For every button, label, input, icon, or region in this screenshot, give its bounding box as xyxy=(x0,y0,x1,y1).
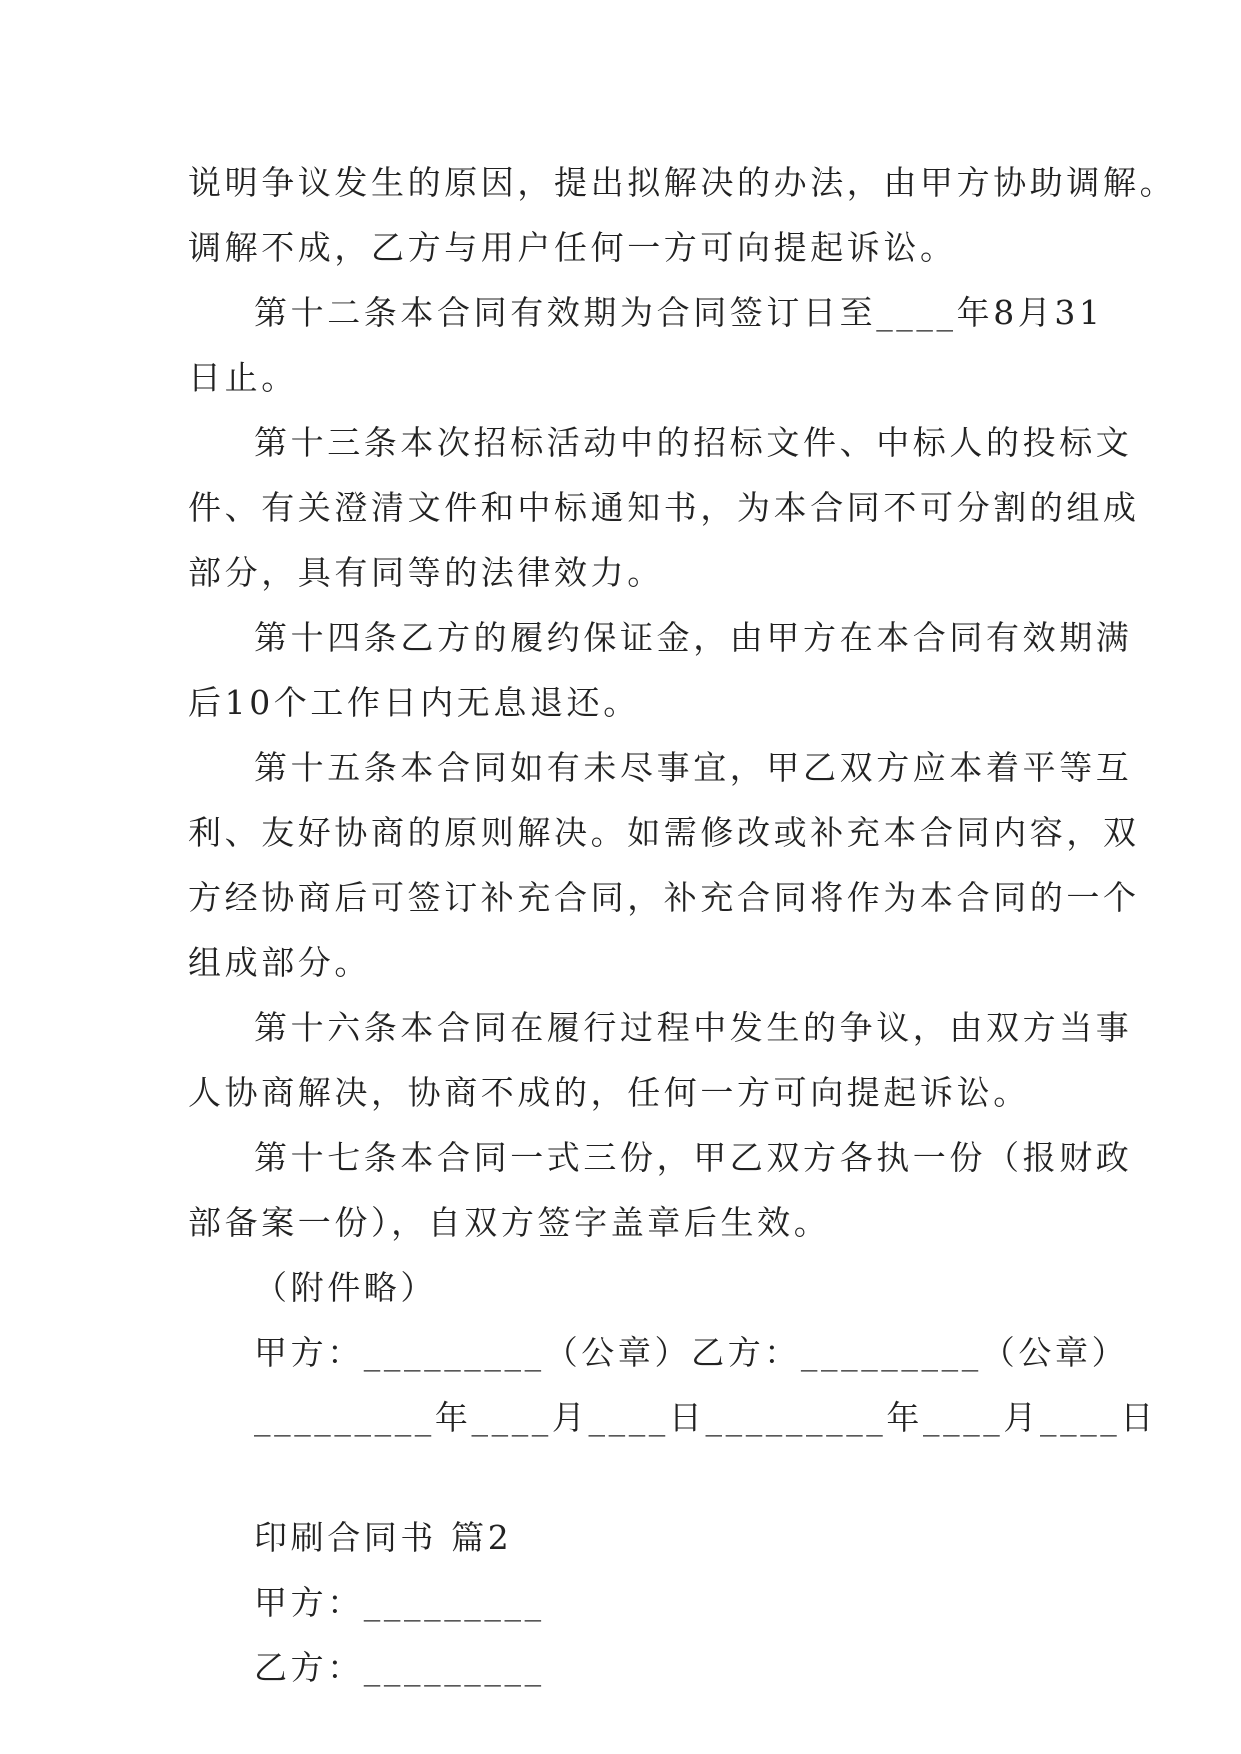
article-12: 第十二条本合同有效期为合同签订日至____年8月31 xyxy=(254,293,1104,332)
article-13: 第十三条本次招标活动中的招标文件、中标人的投标文 xyxy=(254,423,1133,462)
document-page xyxy=(188,150,1177,1700)
article-17: 第十七条本合同一式三份，甲乙双方各执一份（报财政 xyxy=(254,1138,1133,1177)
article-14: 第十四条乙方的履约保证金，由甲方在本合同有效期满 xyxy=(254,618,1133,657)
text-line: 组成部分。 xyxy=(188,943,371,982)
text-line: 利、友好协商的原则解决。如需修改或补充本合同内容，双 xyxy=(188,813,1140,852)
text-line: 方经协商后可签订补充合同，补充合同将作为本合同的一个 xyxy=(188,878,1140,917)
attachment-note: （附件略） xyxy=(254,1268,437,1307)
text-line: 说明争议发生的原因，提出拟解决的办法，由甲方协助调解。 xyxy=(188,163,1177,202)
text-line: 日止。 xyxy=(188,358,298,397)
party-a-line: 甲方：_________ xyxy=(254,1583,545,1622)
article-15: 第十五条本合同如有未尽事宜，甲乙双方应本着平等互 xyxy=(254,748,1133,787)
text-line: 部备案一份），自双方签字盖章后生效。 xyxy=(188,1203,831,1242)
text-line: 后10个工作日内无息退还。 xyxy=(188,683,640,722)
party-b-line: 乙方：_________ xyxy=(254,1648,545,1687)
text-line: 调解不成，乙方与用户任何一方可向提起诉讼。 xyxy=(188,228,957,267)
text-line: 人协商解决，协商不成的，任何一方可向提起诉讼。 xyxy=(188,1073,1030,1112)
signature-line: 甲方：_________（公章）乙方：_________（公章） xyxy=(254,1333,1129,1372)
date-line: _________年____月____日_________年____月____日 xyxy=(254,1398,1157,1437)
section-gap xyxy=(188,1450,1054,1505)
section-2-title: 印刷合同书 篇2 xyxy=(254,1518,513,1557)
text-line: 件、有关澄清文件和中标通知书，为本合同不可分割的组成 xyxy=(188,488,1140,527)
text-line: 部分，具有同等的法律效力。 xyxy=(188,553,664,592)
article-16: 第十六条本合同在履行过程中发生的争议，由双方当事 xyxy=(254,1008,1133,1047)
